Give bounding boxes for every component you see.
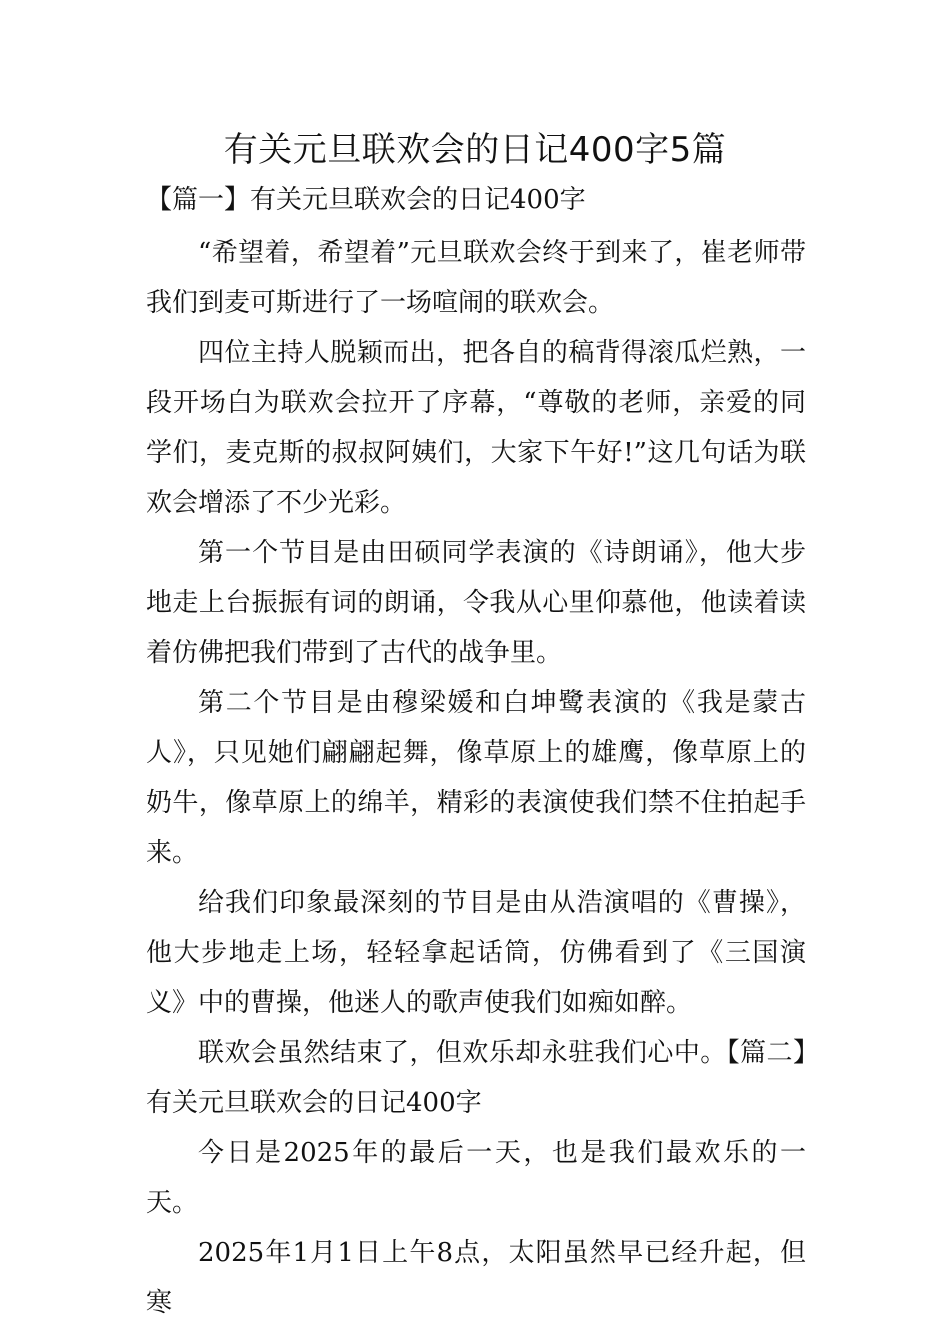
section-heading: 【篇一】有关元旦联欢会的日记400字 bbox=[146, 185, 586, 215]
paragraph: 第一个节目是由田硕同学表演的《诗朗诵》，他大步地走上台振振有词的朗诵，令我从心里仰慕他，他读着读着仿佛把我们带到了古代的战争里。 bbox=[146, 538, 806, 668]
paragraph: “希望着，希望着”元旦联欢会终于到来了，崔老师带我们到麦可斯进行了一场喧闹的联欢会。 bbox=[146, 238, 806, 318]
paragraph: 第二个节目是由穆梁媛和白坤鹭表演的《我是蒙古人》，只见她们翩翩起舞，像草原上的雄鹰，像草原上的奶牛，像草原上的绵羊，精彩的表演使我们禁不住拍起手来。 bbox=[146, 688, 806, 868]
paragraph: 今日是2025年的最后一天，也是我们最欢乐的一天。 bbox=[146, 1138, 806, 1218]
document-title: 有关元旦联欢会的日记400字5篇 bbox=[223, 130, 727, 170]
document-body bbox=[146, 178, 806, 1328]
paragraph: 联欢会虽然结束了，但欢乐却永驻我们心中。【篇二】有关元旦联欢会的日记400字 bbox=[146, 1038, 806, 1118]
paragraph: 给我们印象最深刻的节目是由从浩演唱的《曹操》，他大步地走上场，轻轻拿起话筒，仿佛看到了《三国演义》中的曹操，他迷人的歌声使我们如痴如醉。 bbox=[146, 888, 806, 1018]
paragraph: 四位主持人脱颖而出，把各自的稿背得滚瓜烂熟，一段开场白为联欢会拉开了序幕，“尊敬的老师，亲爱的同学们，麦克斯的叔叔阿姨们，大家下午好!”这几句话为联欢会增添了不少光彩。 bbox=[146, 338, 806, 518]
paragraph: 2025年1月1日上午8点，太阳虽然早已经升起，但寒 bbox=[146, 1238, 806, 1318]
